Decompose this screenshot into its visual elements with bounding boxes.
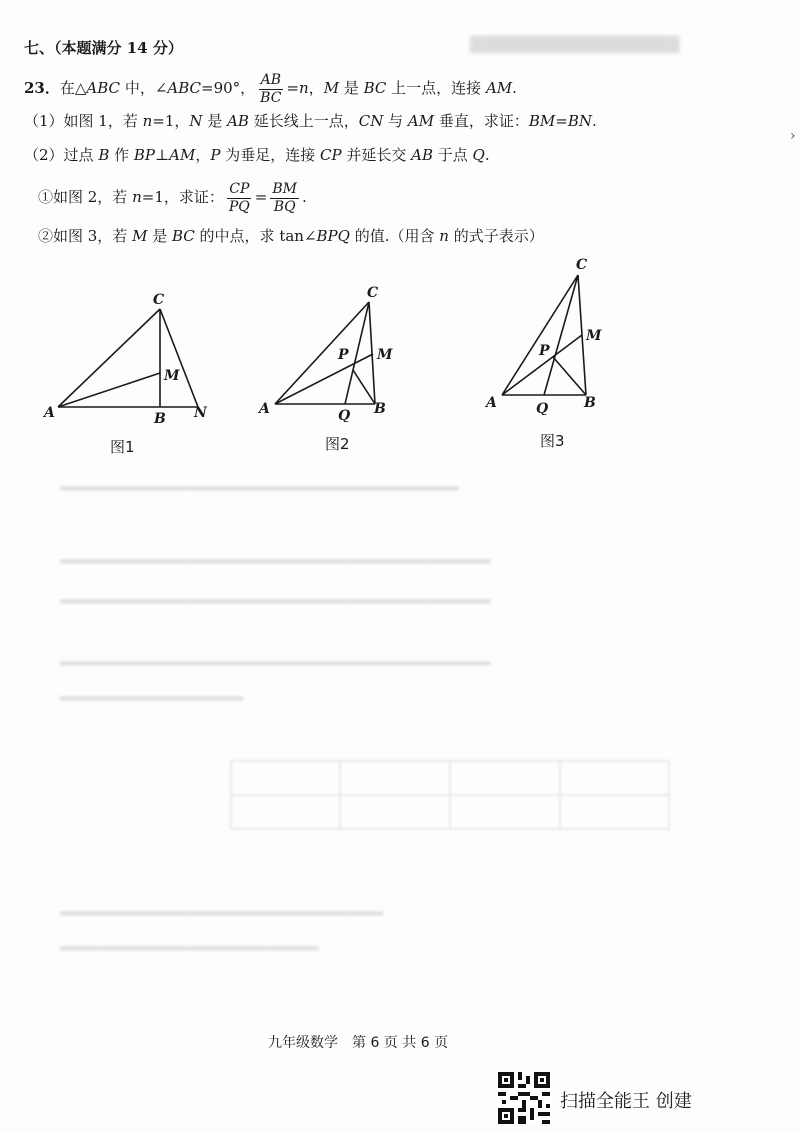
bleed-through-line: ▂▂▂▂▂▂▂▂▂▂▂▂▂▂▂▂▂▂▂▂▂▂▂▂ [60, 935, 319, 951]
sub-symbol: BPQ [316, 227, 350, 245]
page-edge-mark: › [790, 128, 796, 144]
figure-3-label-p: P [539, 343, 550, 359]
section-heading [24, 38, 183, 58]
sub-text: = [254, 188, 268, 206]
figure-2-label-b: B [374, 401, 386, 417]
part-symbol: P [210, 146, 221, 164]
stem-text: 在△ [59, 79, 87, 97]
sub-question-2 [38, 226, 544, 246]
stem-text: . [512, 79, 517, 97]
fraction-denominator: PQ [228, 198, 250, 215]
sub-text: ②如图 3，若 [38, 227, 133, 245]
figure-1 [40, 285, 230, 425]
figure-1-caption: 图1 [110, 438, 135, 456]
fraction-numerator: BM [272, 180, 297, 197]
part-text: . [484, 146, 490, 164]
part-text: 垂直，求证： [434, 112, 529, 130]
part-symbol: B [98, 146, 110, 164]
part-symbol: N [189, 112, 203, 130]
qr-code-icon [498, 1072, 550, 1124]
figure-2-caption: 图2 [325, 435, 350, 453]
part-symbol: AB [411, 146, 433, 164]
segment-ac [502, 275, 578, 395]
sub-text: 的中点，求 tan∠ [194, 227, 317, 245]
figure-2 [255, 282, 405, 422]
part-text: 与 [383, 112, 408, 130]
part-symbol: CP [319, 146, 342, 164]
stem-symbol: ABC [86, 79, 121, 97]
stem-symbol: M [323, 79, 340, 97]
part-text: 作 [109, 146, 134, 164]
figure-1-label-n: N [194, 405, 207, 421]
sub-text: 是 [147, 227, 172, 245]
segment-ac [275, 302, 369, 404]
segment-bp [353, 370, 375, 404]
page-footer: 九年级数学 第 6 页 共 6 页 [268, 1035, 449, 1051]
sub-text: ①如图 2，若 [38, 188, 133, 206]
sub-symbol: n [439, 227, 449, 245]
part-symbol: AM [407, 112, 435, 130]
part-symbol: BP [133, 146, 156, 164]
bleed-through-line: ▂▂▂▂▂▂▂▂▂▂▂▂▂▂▂▂▂▂▂▂▂▂▂▂▂▂▂▂▂▂▂▂▂▂▂▂▂▂▂▂ [60, 588, 491, 604]
section-points: （本题满分 14 分） [54, 39, 183, 57]
figure-2-label-q: Q [338, 408, 351, 422]
part-text: （1）如图 1，若 [24, 112, 143, 130]
fraction-denominator: BQ [273, 198, 296, 215]
figure-2-label-c: C [367, 285, 379, 301]
segment-bp [553, 357, 586, 395]
stem-text: 上一点，连接 [386, 79, 486, 97]
sub-text: =1，求证： [141, 188, 224, 206]
fraction-denominator: BC [260, 89, 282, 106]
problem-stem [24, 70, 517, 107]
part-text: 延长线上一点， [248, 112, 359, 130]
segment-cb [369, 302, 375, 404]
stem-symbol: BC [363, 79, 387, 97]
figure-3-label-q: Q [536, 401, 549, 415]
part-text: （2）过点 [24, 146, 99, 164]
stem-text: ， [308, 79, 324, 97]
part-symbol: CN [358, 112, 384, 130]
bleed-through-line: ▂▂▂▂▂▂▂▂▂▂▂▂▂▂▂▂▂▂▂▂▂▂▂▂▂▂▂▂▂▂▂▂▂▂▂▂▂ [60, 475, 459, 491]
fraction-cp-pq [227, 181, 252, 216]
stem-symbol: ABC [167, 79, 202, 97]
segment-ac [58, 309, 160, 407]
segment-cq [544, 275, 578, 395]
figure-3-caption: 图3 [540, 432, 565, 450]
part-symbol: AB [227, 112, 249, 130]
bleed-through-line: ▂▂▂▂▂▂▂▂▂▂▂▂▂▂▂▂▂▂▂▂▂▂▂▂▂▂▂▂▂▂▂▂▂▂▂▂▂▂▂▂ [60, 548, 491, 564]
part-2 [24, 145, 490, 165]
stem-text: 是 [339, 79, 364, 97]
figure-1-label-m: M [164, 368, 180, 384]
sub-text: 的值.（用含 [349, 227, 440, 245]
stem-symbol: n [299, 79, 309, 97]
scanner-watermark: 扫描全能王 创建 [560, 1091, 692, 1112]
part-text: =1， [152, 112, 190, 130]
part-text: 是 [202, 112, 228, 130]
sub-text: . [302, 188, 307, 206]
sub-symbol: BC [172, 227, 195, 245]
fraction-bm-bq [270, 181, 299, 216]
bleed-through-line: ▂▂▂▂▂▂▂▂▂▂▂▂▂▂▂▂▂▂▂▂▂▂▂▂▂▂▂▂▂▂ [60, 900, 383, 916]
figure-3-label-a: A [486, 395, 497, 411]
figure-1-label-a: A [44, 405, 55, 421]
figure-2-label-a: A [259, 401, 270, 417]
part-symbol: Q [472, 146, 485, 164]
figure-2-label-m: M [377, 347, 393, 363]
segment-am [58, 373, 160, 407]
part-text: 并延长交 [341, 146, 412, 164]
figure-1-label-b: B [154, 411, 166, 425]
section-label: 七、 [24, 39, 55, 57]
part-symbol: BN [567, 112, 592, 130]
stem-text: = [286, 79, 300, 97]
segment-cn [160, 309, 198, 407]
figure-3 [480, 255, 620, 415]
part-text: 为垂足，连接 [220, 146, 320, 164]
bleed-through-line: ▂▂▂▂▂▂▂▂▂▂▂▂▂▂▂▂▂▂▂▂▂▂▂▂▂▂▂▂▂▂▂▂▂▂▂▂▂▂▂▂ [60, 650, 491, 666]
stem-text: 中，∠ [120, 79, 168, 97]
part-text: ， [195, 146, 211, 164]
part-1 [24, 111, 597, 131]
figure-2-label-p: P [338, 347, 349, 363]
part-text: 于点 [432, 146, 473, 164]
stem-text: =90°， [201, 79, 256, 97]
part-symbol: n [142, 112, 153, 130]
problem-number: 23． [24, 79, 60, 97]
ratio-fraction [258, 72, 283, 107]
part-text: = [555, 112, 568, 130]
fraction-numerator: AB [260, 71, 281, 88]
part-symbol: AM [169, 146, 196, 164]
figure-1-label-c: C [153, 292, 165, 308]
sub-question-1 [38, 176, 307, 218]
bleed-through-line: ▂▂▂▂▂▂▂▂▂▂▂▂▂▂▂▂▂ [60, 685, 244, 701]
figure-3-label-b: B [584, 395, 596, 411]
sub-symbol: M [132, 227, 148, 245]
sub-text: 的式子表示） [448, 227, 544, 245]
stem-symbol: AM [485, 79, 513, 97]
figure-3-label-m: M [586, 328, 602, 344]
part-text: . [592, 112, 597, 130]
bleed-through-heading: ▇▇▇▇▇▇▇▇▇▇▇▇▇▇▇▇ [470, 34, 680, 54]
figure-3-label-c: C [576, 257, 588, 273]
bleed-through-table [230, 760, 670, 830]
fraction-numerator: CP [229, 180, 250, 197]
part-symbol: BM [528, 112, 556, 130]
sub-symbol: n [132, 188, 142, 206]
part-text: ⊥ [155, 146, 170, 164]
